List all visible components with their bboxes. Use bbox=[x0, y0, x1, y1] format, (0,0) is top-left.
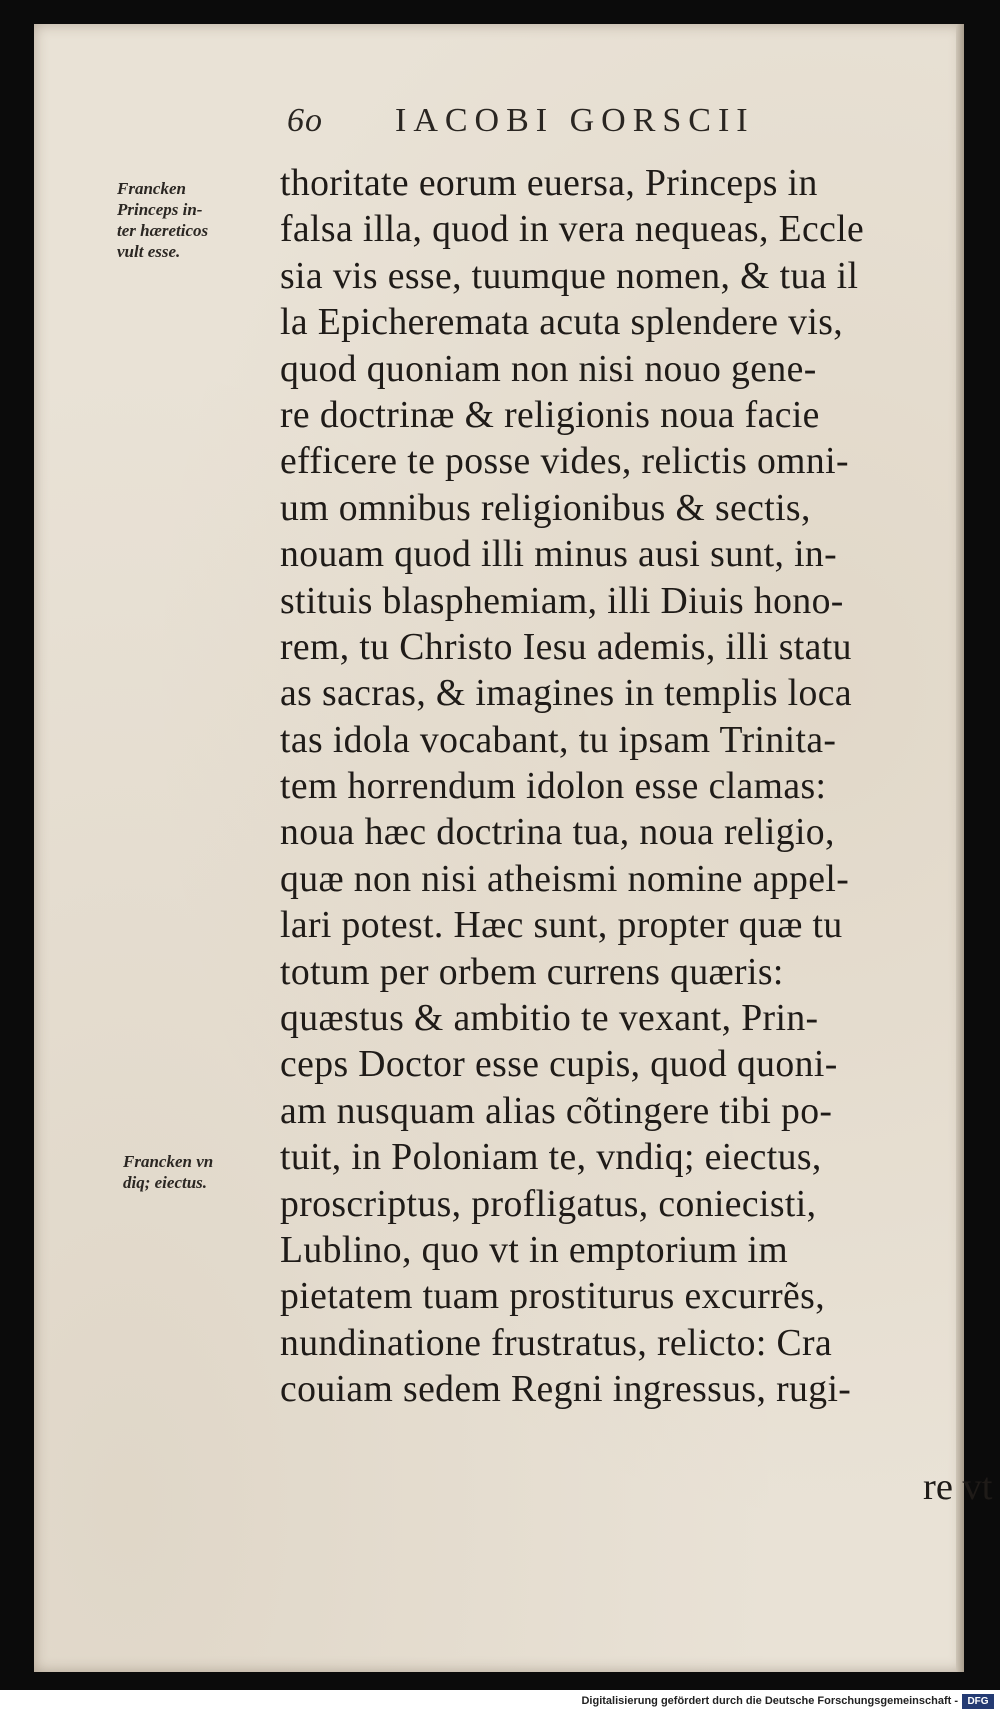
text-line: noua hæc doctrina tua, noua religio, bbox=[280, 811, 835, 854]
text-line: la Epicheremata acuta splendere vis, bbox=[280, 301, 844, 344]
funding-credit: Digitalisierung gefördert durch die Deutsche Forschungsgemeinschaft - bbox=[581, 1695, 958, 1707]
text-line: tem horrendum idolon esse clamas: bbox=[280, 765, 827, 808]
text-line: totum per orbem currens quæris: bbox=[280, 950, 784, 993]
text-line: Lublino, quo vt in emptorium im bbox=[280, 1228, 789, 1271]
margin-note-line: Francken vn bbox=[123, 1152, 214, 1171]
text-line: nouam quod illi minus ausi sunt, in- bbox=[280, 533, 838, 576]
margin-note-princeps bbox=[117, 178, 267, 262]
text-line: am nusquam alias cõtingere tibi po- bbox=[280, 1089, 833, 1132]
text-line: lari potest. Hæc sunt, propter quæ tu bbox=[280, 904, 843, 947]
margin-note-line: Princeps in- bbox=[117, 200, 203, 219]
text-line: thoritate eorum euersa, Princeps in bbox=[280, 162, 818, 204]
margin-note-line: ter hæreticos bbox=[117, 221, 209, 240]
text-line: quæstus & ambitio te vexant, Prin- bbox=[280, 997, 819, 1040]
text-line: nundinatione frustratus, relicto: Cra bbox=[280, 1321, 833, 1364]
margin-note-line: vult esse. bbox=[117, 242, 181, 261]
text-line: ceps Doctor esse cupis, quod quoni- bbox=[280, 1043, 838, 1086]
page-number: 6o bbox=[287, 102, 323, 139]
running-title: IACOBI GORSCII bbox=[395, 102, 755, 139]
dfg-logo-icon: DFG bbox=[962, 1694, 994, 1709]
margin-note-eiectus bbox=[123, 1151, 273, 1193]
text-line: tas idola vocabant, tu ipsam Trinita- bbox=[280, 718, 837, 761]
text-line: quod quoniam non nisi nouo gene- bbox=[280, 347, 817, 390]
text-line: stituis blasphemiam, illi Diuis hono- bbox=[280, 579, 844, 622]
text-line: falsa illa, quod in vera nequeas, Eccle bbox=[280, 208, 865, 251]
text-line: tuit, in Poloniam te, vndiq; eiectus, bbox=[280, 1136, 822, 1179]
margin-note-line: diq; eiectus. bbox=[123, 1173, 208, 1192]
catchword: re vt bbox=[923, 1466, 993, 1508]
text-line: re doctrinæ & religionis noua facie bbox=[280, 393, 820, 436]
text-line: quæ non nisi atheismi nomine appel- bbox=[280, 857, 850, 900]
text-line: proscriptus, profligatus, coniecisti, bbox=[280, 1182, 817, 1225]
running-head bbox=[255, 102, 895, 146]
text-line: rem, tu Christo Iesu ademis, illi statu bbox=[280, 625, 852, 668]
text-line: couiam sedem Regni ingressus, rugi- bbox=[280, 1368, 852, 1411]
text-line: sia vis esse, tuumque nomen, & tua il bbox=[280, 254, 859, 297]
text-line: pietatem tuam prostiturus excurrẽs, bbox=[280, 1275, 826, 1318]
text-line: efficere te posse vides, relictis omni- bbox=[280, 440, 849, 483]
text-line: as sacras, & imagines in templis loca bbox=[280, 672, 852, 715]
text-line: um omnibus religionibus & sectis, bbox=[280, 486, 811, 529]
margin-note-line: Francken bbox=[117, 179, 186, 198]
credit-bar bbox=[0, 1690, 1000, 1715]
body-text bbox=[280, 160, 970, 1413]
